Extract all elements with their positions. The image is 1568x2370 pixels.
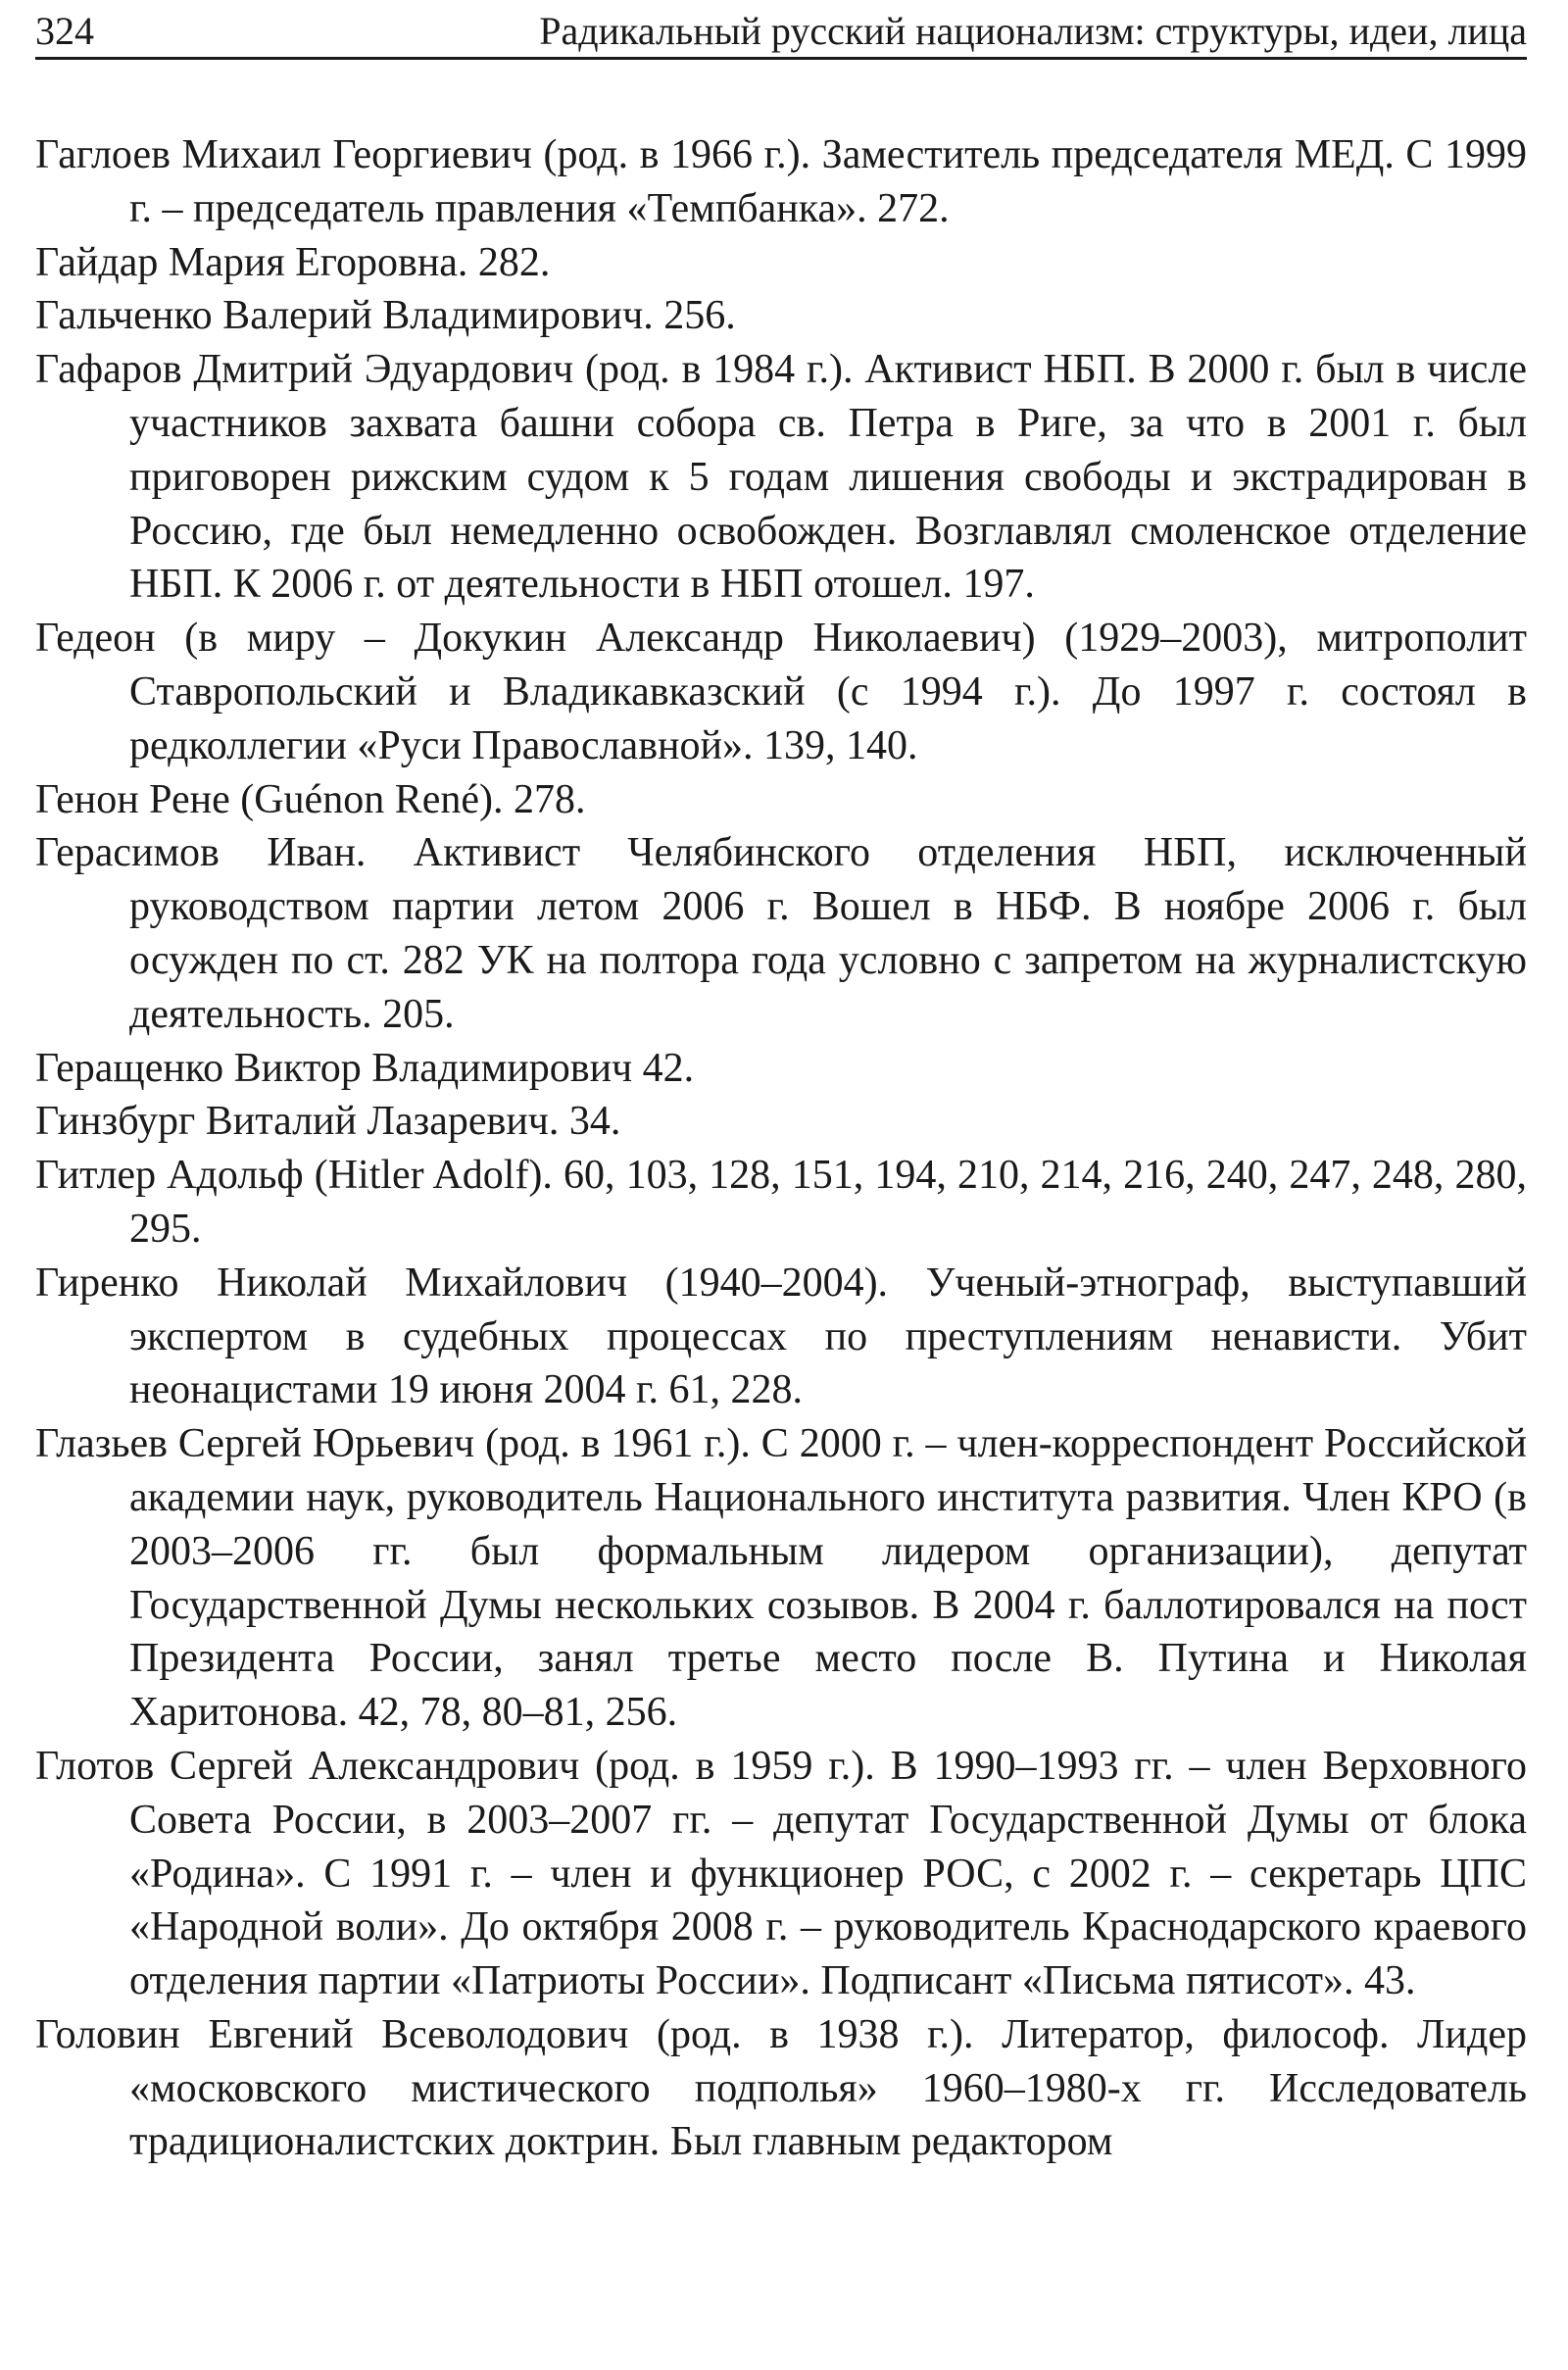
page-number: 324	[35, 9, 94, 53]
running-header	[35, 6, 1527, 60]
index-entry: Головин Евгений Всеволодович (род. в 1938 г.). Литератор, философ. Лидер «московского мистического подполья» 1960–1980-х гг. Исследователь традиционалистских доктрин. Был главным редактором	[35, 2011, 1527, 2165]
index-entry: Глазьев Сергей Юрьевич (род. в 1961 г.). С 2000 г. – член-корреспондент Российской академии наук, руководитель Национального института развития. Член КРО (в 2003–2006 гг. был формальным лидером организации), депутат Государственной Думы нескольких созывов. В 2004 г. баллотировался на пост Президента России, занял третье место после В. Путина и Николая Харитонова. 42, 78, 80–81, 256.	[35, 1421, 1527, 1736]
index-entry: Гедеон (в миру – Докукин Александр Николаевич) (1929–2003), митрополит Ставропольский и Владикавказский (с 1994 г.). До 1997 г. состоял в редколлегии «Руси Православной». 139, 140.	[35, 616, 1527, 768]
book-page	[35, 0, 1527, 2370]
index-entry: Геращенко Виктор Владимирович 42.	[35, 1045, 695, 1091]
index-entry: Гаглоев Михаил Георгиевич (род. в 1966 г.). Заместитель председателя МЕД. С 1999 г. – председатель правления «Темпбанка». 272.	[35, 132, 1527, 231]
index-entry: Глотов Сергей Александрович (род. в 1959 г.). В 1990–1993 гг. – член Верховного Совета России, в 2003–2007 гг. – депутат Государственной Думы от блока «Родина». С 1991 г. – член и функционер РОС, с 2002 г. – секретарь ЦПС «Народной воли». До октября 2008 г. – руководитель Краснодарского краевого отделения партии «Патриоты России». Подписант «Письма пятисот». 43.	[35, 1743, 1527, 2004]
index-entry: Гиренко Николай Михайлович (1940–2004). Ученый-этнограф, выступавший экспертом в судебных процессах по преступлениям ненависти. Убит неонацистами 19 июня 2004 г. 61, 228.	[35, 1259, 1527, 1413]
index-entry: Гайдар Мария Егоровна. 282.	[35, 239, 551, 285]
index-entry: Генон Рене (Guénon René). 278.	[35, 776, 586, 822]
index-entry: Гальченко Валерий Владимирович. 256.	[35, 293, 736, 339]
index-entry: Герасимов Иван. Активист Челябинского отделения НБП, исключенный руководством партии летом 2006 г. Вошел в НБФ. В ноябре 2006 г. был осужден по ст. 282 УК на полтора года условно с запретом на журналистскую деятельность. 205.	[35, 830, 1527, 1037]
index-entry: Гинзбург Виталий Лазаревич. 34.	[35, 1099, 621, 1145]
index-entries	[35, 128, 1527, 2169]
index-entry: Гафаров Дмитрий Эдуардович (род. в 1984 г.). Активист НБП. В 2000 г. был в числе участников захвата башни собора св. Петра в Риге, за что в 2001 г. был приговорен рижским судом к 5 годам лишения свободы и экстрадирован в Россию, где был немедленно освобожден. Возглавлял смоленское отделение НБП. К 2006 г. от деятельности в НБП отошел. 197.	[35, 347, 1527, 608]
running-title: Радикальный русский национализм: структуры, идеи, лица	[539, 9, 1527, 53]
index-entry: Гитлер Адольф (Hitler Adolf). 60, 103, 128, 151, 194, 210, 214, 216, 240, 247, 248, 280, 295.	[35, 1153, 1527, 1252]
